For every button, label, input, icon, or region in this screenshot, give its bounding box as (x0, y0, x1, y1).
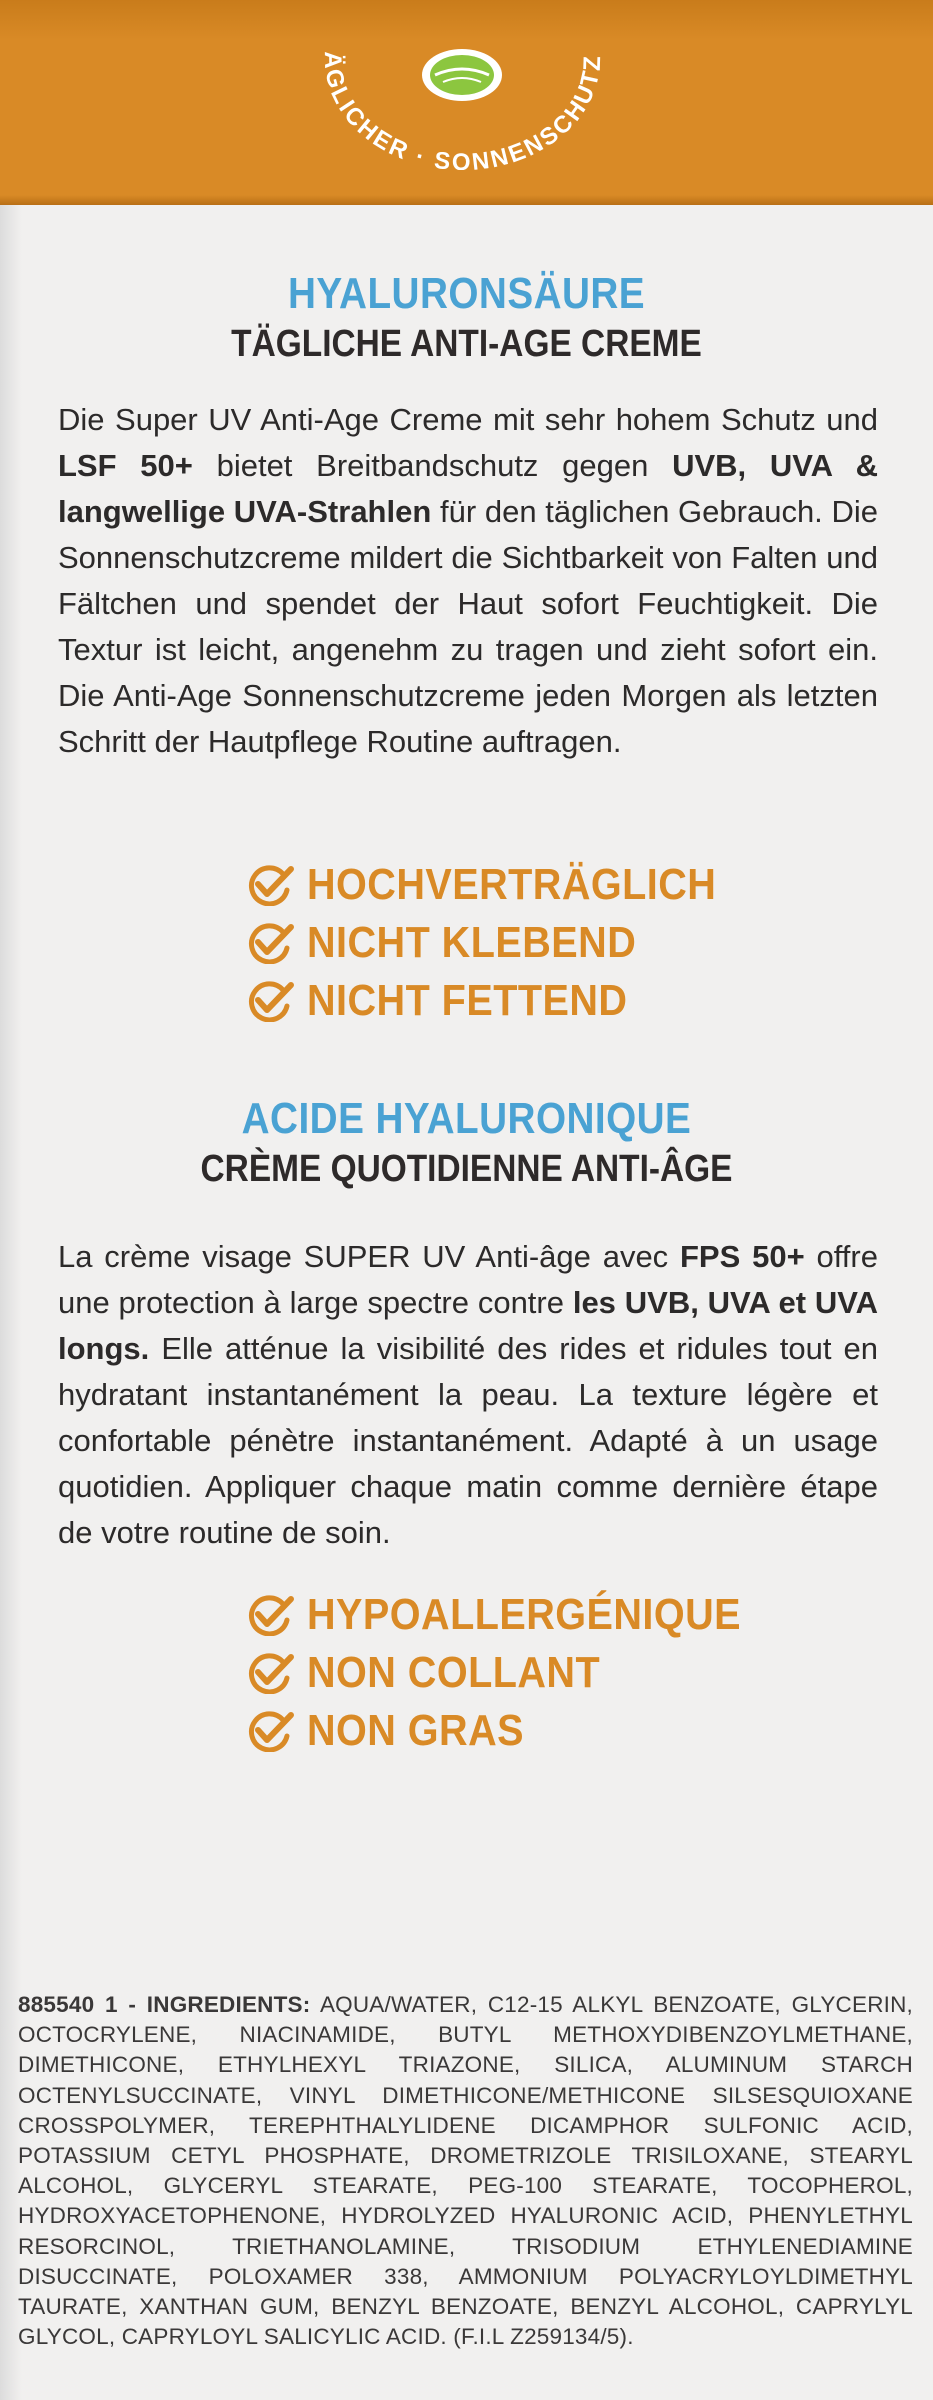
de-claim (245, 856, 762, 914)
de-claim (245, 914, 762, 972)
fr-description (58, 1234, 878, 1556)
fr-claims (245, 1586, 789, 1760)
de-claim-label: HOCHVERTRÄGLICH (307, 860, 717, 909)
de-text-3: für den täglichen Gebrauch. Die Sonnenschutzcreme mildert die Sichtbarkeit von Falten und Fältchen und spendet der Haut sofort Feuchtigkeit. Die Textur ist leicht, angenehm zu tragen und zieht sofort ein. Die Anti-Age Sonnenschutzcreme jeden Morgen als letzten Schritt der Hautpflege Routine auftragen. (58, 494, 878, 759)
de-text-1: Die Super UV Anti-Age Creme mit sehr hohem Schutz und (58, 402, 878, 437)
ingredients-list (18, 1990, 913, 2352)
fr-uv-types: les UVB, UVA et UVA longs. (58, 1285, 879, 1366)
fr-text-2: offre une protection à large spectre contre (58, 1239, 878, 1320)
de-subtitle: TÄGLICHE ANTI-AGE CREME (231, 323, 702, 365)
top-orange-band (0, 0, 933, 205)
fr-title: ACIDE HYALURONIQUE (241, 1094, 692, 1143)
check-circle-icon (245, 1652, 295, 1694)
check-circle-icon (245, 980, 295, 1022)
de-spf: LSF 50+ (58, 448, 193, 483)
de-claims (245, 856, 762, 1030)
leaf-icon (430, 55, 494, 95)
german-header (0, 270, 933, 366)
de-title: HYALURONSÄURE (287, 269, 646, 318)
check-circle-icon (245, 864, 295, 906)
check-circle-icon (245, 922, 295, 964)
check-circle-icon (245, 1710, 295, 1752)
ingredients-text: AQUA/WATER, C12-15 ALKYL BENZOATE, GLYCERIN, OCTOCRYLENE, NIACINAMIDE, BUTYL METHOXYDIBENZOYLMETHANE, DIMETHICONE, ETHYLHEXYL TRIAZONE, SILICA, ALUMINUM STARCH OCTENYLSUCCINATE, VINYL DIMETHICONE/METHICONE SILSESQUIOXANE CROSSPOLYMER, TEREPHTHALYLIDENE DICAMPHOR SULFONIC ACID, POTASSIUM CETYL PHOSPHATE, DROMETRIZOLE TRISILOXANE, STEARYL ALCOHOL, GLYCERYL STEARATE, PEG-100 STEARATE, TOCOPHEROL, HYDROXYACETOPHENONE, HYDROLYZED HYALURONIC ACID, PHENYLETHYL RESORCINOL, TRIETHANOLAMINE, TRISODIUM ETHYLENEDIAMINE DISUCCINATE, POLOXAMER 338, AMMONIUM POLYACRYLOYLDIMETHYL TAURATE, XANTHAN GUM, BENZYL BENZOATE, BENZYL ALCOHOL, CAPRYLYL GLYCOL, CAPRYLOYL SALICYLIC ACID. (F.I.L Z259134/5). (18, 1992, 913, 2350)
fr-text-3: Elle atténue la visibilité des rides et ridules tout en hydratant instantanément la peau. La texture légère et confortable pénètre instantanément. Adapté à un usage quotidien. Appliquer chaque matin comme dernière étape de votre routine de soin. (58, 1331, 878, 1550)
fr-claim (245, 1702, 789, 1760)
fr-claim-label: HYPOALLERGÉNIQUE (307, 1590, 742, 1639)
french-header (0, 1095, 933, 1191)
de-claim-label: NICHT KLEBEND (307, 918, 637, 967)
check-circle-icon (245, 1594, 295, 1636)
de-description (58, 397, 878, 765)
fr-subtitle: CRÈME QUOTIDIENNE ANTI-ÂGE (200, 1148, 733, 1190)
fr-claim-label: NON COLLANT (307, 1648, 601, 1697)
fr-text-1: La crème visage SUPER UV Anti-âge avec (58, 1239, 680, 1274)
sun-protection-seal (285, 0, 640, 170)
de-text-2: bietet Breitbandschutz gegen (192, 448, 673, 483)
de-uv-types: UVB, UVA & langwellige UVA-Strahlen (58, 448, 878, 529)
fr-claim (245, 1644, 789, 1702)
fr-claim (245, 1586, 789, 1644)
de-claim-label: NICHT FETTEND (307, 976, 628, 1025)
ingredients-label: 885540 1 - INGREDIENTS: (18, 1992, 311, 2017)
fr-spf: FPS 50+ (680, 1239, 805, 1274)
seal-text: ÄGLICHER · SONNENSCHUTZ (318, 51, 607, 170)
de-claim (245, 972, 762, 1030)
fr-claim-label: NON GRAS (307, 1706, 525, 1755)
